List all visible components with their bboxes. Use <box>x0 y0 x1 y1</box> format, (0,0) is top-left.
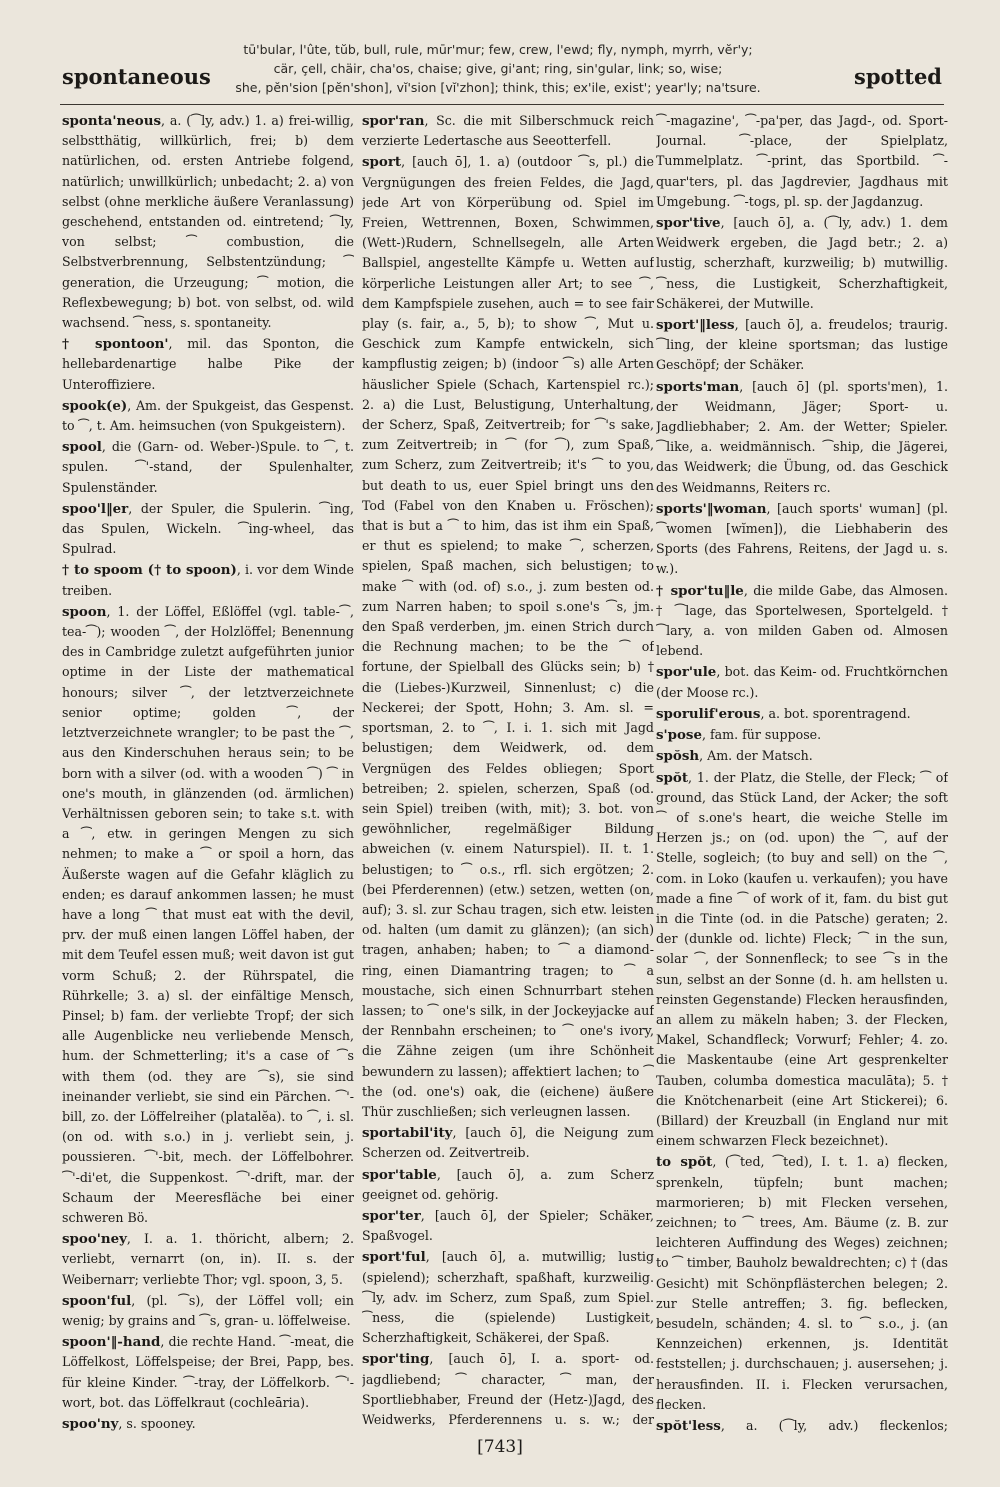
entry-headword: spor'ter <box>362 1207 421 1224</box>
dictionary-entry: spool, die (Garn- od. Weber-)Spule. to ⁀, t. spulen. ⁀'-stand, der Spulenhalter, Spulenständer. <box>62 439 354 495</box>
guide-word-left: spontaneous <box>62 64 211 89</box>
entry-definition: a. (⁀ly, adv.) fleckenlos; <box>745 1418 948 1433</box>
dictionary-entry <box>656 111 948 212</box>
dictionary-entry: sports'man, [auch ō] (pl. sports'men), 1. der Weidmann, Jäger; Sport- u. Jagdliebhaber; 2. Am. der Wetter; Spieler. ⁀like, a. weidmännisch. ⁀ship, die Jägerei, das Weidwerk; die Übung, od. das Geschick des Weidmanns, Reiters rc. <box>656 378 948 495</box>
entry-definition: bot. das Keim- od. Fruchtkörnchen (der Moose rc.). <box>656 664 948 700</box>
entry-definition: Am. der Matsch. <box>707 748 813 764</box>
dictionary-entry: spoo'ny, s. spooney. <box>62 1416 196 1432</box>
entry-definition: s. spooney. <box>126 1416 196 1431</box>
entry-headword: spor'ting <box>362 1351 430 1368</box>
entry-headword: sport <box>362 154 402 171</box>
entry-definition: i. vor dem Winde treiben. <box>62 562 354 598</box>
dictionary-entry: spor'tive, [auch ō], a. (⁀ly, adv.) 1. dem Weidwerk ergeben, die Jagd betr.; 2. a) lustig, scherzhaft, kurzweilig; b) mutwillig. ⁀ness, die Lustigkeit, Scherzhaftigkeit, Schäkerei, der Mutwille. <box>656 215 948 311</box>
entry-headword: spoo'l‖er <box>62 500 129 517</box>
dictionary-entry: spor'ter, [auch ō], der Spieler; Schäker, Spaßvogel. <box>362 1207 654 1244</box>
entry-headword: spŏt <box>656 769 689 786</box>
entry-headword: spŏsh <box>656 748 700 765</box>
entry-definition: der Spuler, die Spulerin. ⁀ing, das Spulen, Wickeln. ⁀ing-wheel, das Spulrad. <box>62 500 354 557</box>
dictionary-entry: sports'‖woman, [auch sports' wuman] (pl. ⁀women [wĭmen]), die Liebhaberin des Sports (des Fahrens, Reitens, der Jagd u. s. w.). <box>656 500 948 577</box>
entry-headword: sport'ful <box>362 1249 426 1266</box>
entry-definition: die rechte Hand. ⁀-meat, die Löffelkost, Löffelspeise; der Brei, Papp, bes. für kleine Kinder. ⁀-tray, der Löffelkorb. ⁀'-wort, bot. das Löffelkraut (cochleāria). <box>62 1334 354 1410</box>
entry-headword: s'pose <box>656 727 702 744</box>
entry-headword: spoon <box>62 603 107 620</box>
entry-definition: [auch ō], I. a. sport- od. jagdliebend; ⁀ character, ⁀ man, der Sportliebhaber, Freund der (Hetz-)Jagd, des Weidwerks, Pferderennens u. s. w.; der <box>362 1351 654 1427</box>
entry-definition: die milde Gabe, das Almosen. † ⁀lage, das Sportelwesen, Sportelgeld. † ⁀lary, a. von milden Gaben od. Almosen lebend. <box>656 582 948 659</box>
entry-definition: [auch ō], die Neigung zum Scherzen od. Zeitvertreib. <box>362 1125 654 1161</box>
pronunciation-key <box>228 40 768 97</box>
dictionary-entry: sporulif'erous, a. bot. sporentragend. <box>656 705 911 722</box>
dictionary-entry: † to spoom († to spoon), i. vor dem Winde treiben. <box>62 562 354 598</box>
entry-definition: ⁀-magazine', ⁀-pa'per, das Jagd-, od. Sport-Journal. ⁀-place, der Spielplatz, Tummelplatz. ⁀-print, das Sportbild. ⁀-quar'ters, pl. das Jagdrevier, Jagdhaus mit Umgebung. ⁀-togs, pl. sp. der Jagdanzug. <box>656 113 948 209</box>
entry-headword: spook(e) <box>62 397 128 414</box>
entry-definition: a. bot. sporentragend. <box>768 705 911 721</box>
dictionary-entry: spoon, 1. der Löffel, Eßlöffel (vgl. table-⁀, tea-⁀); wooden ⁀, der Holzlöffel; Benennung des in Cambridge zuletzt aufgeführten junior optime in der Liste der mathematical honours; silver ⁀, der letztverzeichnete senior optime; golden ⁀, der letztverzeichnete wrangler; to be past the ⁀, aus den Kinderschuhen heraus sein; to be born with a silver (od. with a wooden ⁀) ⁀ in one's mouth, in glänzenden (od. ärmlichen) Verhältnissen geboren sein; to take s.t. with a ⁀, etw. in geringen Mengen zu sich nehmen; to make a ⁀ or spoil a horn, das Äußerste wagen auf die Gefahr kläglich zu enden; es darauf ankommen lassen; he must have a long ⁀ that must eat with the devil, prv. der muß einen langen Löffel haben, der mit dem Teufel essen muß; weit davon ist gut vorm Schuß; 2. der Rührspatel, die Rührkelle; 3. a) sl. der einfältige Mensch, Pinsel; b) fam. der verliebte Tropf; der sich alle Augenblicke neu verliebende Mensch, hum. der Schmetterling; it's a case of ⁀s with them (od. they are ⁀s), sie sind ineinander verliebt, sie sind ein Pärchen. ⁀'-bill, zo. der Löffelreiher (platalĕa). to ⁀, i. sl. (on od. with s.o.) in j. verliebt sein, j. poussieren. ⁀'-bit, mech. der Löffelbohrer. ⁀'-di'et, die Suppenkost. ⁀'-drift, mar. der Schaum der Meeresfläche bei einer schweren Bö. <box>62 603 354 1225</box>
entry-headword: sports'man <box>656 378 740 395</box>
entry-definition: [auch sports' wuman] (pl. ⁀women [wĭmen]), die Liebhaberin des Sports (des Fahrens, Reitens, der Jagd u. s. w.). <box>656 500 948 577</box>
entry-headword: sponta'neous <box>62 113 161 129</box>
entry-headword: spoo'ney <box>62 1231 127 1248</box>
entry-definition: [auch ō], a. zum Scherz geeignet od. gehörig. <box>362 1166 654 1202</box>
entry-headword: to spŏt <box>656 1154 713 1171</box>
column-2 <box>362 111 654 1433</box>
dictionary-entry: spoon'‖-hand, die rechte Hand. ⁀-meat, die Löffelkost, Löffelspeise; der Brei, Papp, bes. für kleine Kinder. ⁀-tray, der Löffelkorb. ⁀'-wort, bot. das Löffelkraut (cochleāria). <box>62 1334 354 1410</box>
entry-headword: sports'‖woman <box>656 500 767 517</box>
entry-headword: spoo'ny <box>62 1416 119 1432</box>
dictionary-entry: to spŏt, (⁀ted, ⁀ted), I. t. 1. a) flecken, sprenkeln, tüpfeln; bunt machen; marmorieren; b) mit Flecken versehen, zeichnen; to ⁀ trees, Am. Bäume (z. B. zur leichteren Auffindung des Weges) zeichnen; to ⁀ timber, Bauholz bewaldrechten; c) † (das Gesicht) mit Schönpflästerchen belegen; 2. zur Stelle antreffen; 3. fig. beflecken, besudeln, schänden; 4. sl. to ⁀ s.o., j. (an Kennzeichen) erkennen, js. Identität feststellen; j. durchschauen; j. ausersehen; j. herausfinden. II. i. Flecken verursachen, flecken. <box>656 1154 948 1412</box>
dictionary-entry: spor'ran, Sc. die mit Silberschmuck reich verzierte Ledertasche aus Seeotterfell. <box>362 113 654 149</box>
dictionary-entry: † spontoon', mil. das Sponton, die hellebardenartige halbe Pike der Unteroffiziere. <box>62 336 354 392</box>
dictionary-entry: spoo'ney, I. a. 1. thöricht, albern; 2. verliebt, vernarrt (on, in). II. s. der Weibernarr; verliebte Thor; vgl. spoon, 3, 5. <box>62 1231 354 1287</box>
entry-headword: † spontoon' <box>62 336 169 353</box>
dictionary-entry: spŏsh, Am. der Matsch. <box>656 748 813 765</box>
entry-headword: † to spoom († to spoon) <box>62 562 237 579</box>
dictionary-entry: sport'ful, [auch ō], a. mutwillig; lustig (spielend); scherzhaft, spaßhaft, kurzweilig. ⁀ly, adv. im Scherz, zum Spaß, zum Spiel. ⁀ness, die (spielende) Lustigkeit, Scherzhaftigkeit, Schäkerei, der Spaß. <box>362 1249 654 1346</box>
entry-definition: 1. der Löffel, Eßlöffel (vgl. table-⁀, tea-⁀); wooden ⁀, der Holzlöffel; Benennung des in Cambridge zuletzt aufgeführten junior optime in der Liste der mathematical honours; silver ⁀, der letztverzeichnete senior optime; golden ⁀, der letztverzeichnete wrangler; to be past the ⁀, aus den Kinderschuhen heraus sein; to be born with a silver (od. with a wooden ⁀) ⁀ in one's mouth, in glänzenden (od. ärmlichen) Verhältnissen geboren sein; to take s.t. with a ⁀, etw. in geringen Mengen zu sich nehmen; to make a ⁀ or spoil a horn, das Äußerste wagen auf die Gefahr kläglich zu enden; es darauf ankommen lassen; he must have a long ⁀ that must eat with the devil, prv. der muß einen langen Löffel haben, der mit dem Teufel essen muß; weit davon ist gut vorm Schuß; 2. der Rührspatel, die Rührkelle; 3. a) sl. der einfältige Mensch, Pinsel; b) fam. der verliebte Tropf; der sich alle Augenblicke neu verliebende Mensch, hum. der Schmetterling; it's a case of ⁀s with them (od. they are ⁀s), sie sind ineinander verliebt, sie sind ein Pärchen. ⁀'-bill, zo. der Löffelreiher (platalĕa). to ⁀, i. sl. (on od. with s.o.) in j. verliebt sein, j. poussieren. ⁀'-bit, mech. der Löffelbohrer. ⁀'-di'et, die Suppenkost. ⁀'-drift, mar. der Schaum der Meeresfläche bei einer schweren Bö. <box>62 603 354 1225</box>
dictionary-entry: spor'ting, [auch ō], I. a. sport- od. jagdliebend; ⁀ character, ⁀ man, der Sportliebhaber, Freund der (Hetz-)Jagd, des Weidwerks, Pferderennens u. s. w.; der <box>362 1349 654 1433</box>
dictionary-entry: sponta'neous, a. (⁀ly, adv.) 1. a) frei-willig, selbstthätig, willkürlich, frei; b) dem natürlichen, od. ersten Antriebe folgend, natürlich; unwillkürlich; unbedacht; 2. a) von selbst (ohne merkliche äußere Veranlassung) geschehend, entstanden od. eintretend; ⁀ly, von selbst; ⁀ combustion, die Selbstverbrennung, Selbstentzündung; ⁀ generation, die Urzeugung; ⁀ motion, die Reflexbewegung; b) bot. von selbst, od. wild wachsend. ⁀ness, s. spontaneity. <box>62 113 354 331</box>
entry-headword: spor'ran <box>362 113 425 129</box>
entry-headword: spoon'ful <box>62 1292 132 1309</box>
dictionary-entry: sport'‖less, [auch ō], a. freudelos; traurig. ⁀ling, der kleine sportsman; das lustige Geschöpf; der Schäker. <box>656 317 948 373</box>
entry-definition: [auch ō], a. freudelos; traurig. ⁀ling, der kleine sportsman; das lustige Geschöpf; der Schäker. <box>656 317 948 373</box>
entry-definition: [auch ō], a. (⁀ly, adv.) 1. dem Weidwerk ergeben, die Jagd betr.; 2. a) lustig, scherzhaft, kurzweilig; b) mutwillig. ⁀ness, die Lustigkeit, Scherzhaftigkeit, Schäkerei, der Mutwille. <box>656 215 948 311</box>
entry-definition: die (Garn- od. Weber-)Spule. to ⁀, t. spulen. ⁀'-stand, der Spulenhalter, Spulenständer. <box>62 439 354 495</box>
dictionary-entry: spor'ule, bot. das Keim- od. Fruchtkörnchen (der Moose rc.). <box>656 664 948 700</box>
dictionary-entry: sport, [auch ō], 1. a) (outdoor ⁀s, pl.) die Vergnügungen des freien Feldes, die Jagd, jede Art von Körperübung od. Spiel im Freien, Wettrennen, Boxen, Schwimmen, (Wett-)Rudern, Schnellsegeln, alle Arten Ballspiel, angestellte Kämpfe u. Wetten auf körperliche Leistungen aller Art; to see ⁀, dem Kampfspiele zusehen, auch = to see fair play (s. fair, a., 5, b); to show ⁀, Mut u. Geschick zum Kampfe entwickeln, sich kampflustig zeigen; b) (indoor ⁀s) alle Arten häuslicher Spiele (Schach, Kartenspiel rc.); 2. a) die Lust, Belustigung, Unterhaltung, der Scherz, Spaß, Zeitvertreib; for ⁀'s sake, zum Zeitvertreib; in ⁀ (for ⁀), zum Spaß, zum Scherz, zum Zeitvertreib; it's ⁀ to you, but death to us, euer Spiel bringt uns den Tod (Fabel von den Knaben u. Fröschen); that is but a ⁀ to him, das ist ihm ein Spaß, er thut es spielend; to make ⁀, scherzen, spielen, Spaß machen, sich belustigen; to make ⁀ with (od. of) s.o., j. zum besten od. zum Narren haben; to spoil s.one's ⁀s, jm. den Spaß verderben, jm. einen Strich durch die Rechnung machen; to be the ⁀ of fortune, der Spielball des Glücks sein; b) † die (Liebes-)Kurzweil, Sinnenlust; c) die Neckerei; der Spott, Hohn; 3. Am. sl. = sportsman, 2. to ⁀, I. i. 1. sich mit Jagd belustigen; dem Weidwerk, od. dem Vergnügen des Feldes obliegen; Sport betreiben; 2. spielen, scherzen, Spaß (od. sein Spiel) treiben (with, mit); 3. bot. von gewöhnlicher, regelmäßiger Bildung abweichen (v. einem Naturspiel). II. t. 1. belustigen; to ⁀ o.s., rfl. sich ergötzen; 2. (bei Pferderennen) (etw.) setzen, wetten (on, auf); 3. sl. zur Schau tragen, sich etw. leisten od. halten (um damit zu glänzen); (an sich) tragen, anhaben; haben; to ⁀ a diamond-ring, einen Diamantring tragen; to ⁀ a moustache, sich einen Schnurrbart stehen lassen; to ⁀ one's silk, in der Jockeyjacke auf der Rennbahn erscheinen; to ⁀ one's ivory, die Zähne zeigen (um ihre Schönheit bewundern zu lassen); affektiert lachen; to ⁀ the (od. one's) oak, die (eichene) äußere Thür zuschließen; sich verleugnen lassen. <box>362 154 654 1119</box>
entry-headword: spŏt'less <box>656 1418 721 1433</box>
dictionary-entry: † spor'tu‖le, die milde Gabe, das Almosen. † ⁀lage, das Sportelwesen, Sportelgeld. † ⁀lary, a. von milden Gaben od. Almosen lebend. <box>656 582 948 659</box>
dictionary-entry: spoo'l‖er, der Spuler, die Spulerin. ⁀ing, das Spulen, Wickeln. ⁀ing-wheel, das Spulrad. <box>62 500 354 557</box>
entry-definition: [auch ō], a. mutwillig; lustig (spielend); scherzhaft, spaßhaft, kurzweilig. ⁀ly, adv. im Scherz, zum Spaß, zum Spiel. ⁀ness, die (spielende) Lustigkeit, Scherzhaftigkeit, Schäkerei, der Spaß. <box>362 1249 654 1346</box>
entry-definition: [auch ō], 1. a) (outdoor ⁀s, pl.) die Vergnügungen des freien Feldes, die Jagd, jede Art von Körperübung od. Spiel im Freien, Wettrennen, Boxen, Schwimmen, (Wett-)Rudern, Schnellsegeln, alle Arten Ballspiel, angestellte Kämpfe u. Wetten auf körperliche Leistungen aller Art; to see ⁀, dem Kampfspiele zusehen, auch = to see fair play (s. fair, a., 5, b); to show ⁀, Mut u. Geschick zum Kampfe entwickeln, sich kampflustig zeigen; b) (indoor ⁀s) alle Arten häuslicher Spiele (Schach, Kartenspiel rc.); 2. a) die Lust, Belustigung, Unterhaltung, der Scherz, Spaß, Zeitvertreib; for ⁀'s sake, zum Zeitvertreib; in ⁀ (for ⁀), zum Spaß, zum Scherz, zum Zeitvertreib; it's ⁀ to you, but death to us, euer Spiel bringt uns den Tod (Fabel von den Knaben u. Fröschen); that is but a ⁀ to him, das ist ihm ein Spaß, er thut es spielend; to make ⁀, scherzen, spielen, Spaß machen, sich belustigen; to make ⁀ with (od. of) s.o., j. zum besten od. zum Narren haben; to spoil s.one's ⁀s, jm. den Spaß verderben, jm. einen Strich durch die Rechnung machen; to be the ⁀ of fortune, der Spielball des Glücks sein; b) † die (Liebes-)Kurzweil, Sinnenlust; c) die Neckerei; der Spott, Hohn; 3. Am. sl. = sportsman, 2. to ⁀, I. i. 1. sich mit Jagd belustigen; dem Weidwerk, od. dem Vergnügen des Feldes obliegen; Sport betreiben; 2. spielen, scherzen, Spaß (od. sein Spiel) treiben (with, mit); 3. bot. von gewöhnlicher, regelmäßiger Bildung abweichen (v. einem Naturspiel). II. t. 1. belustigen; to ⁀ o.s., rfl. sich ergötzen; 2. (bei Pferderennen) (etw.) setzen, wetten (on, auf); 3. sl. zur Schau tragen, sich etw. leisten od. halten (um damit zu glänzen); (an sich) tragen, anhaben; haben; to ⁀ a diamond-ring, einen Diamantring tragen; to ⁀ a moustache, sich einen Schnurrbart stehen lassen; to ⁀ one's silk, in der Jockeyjacke auf der Rennbahn erscheinen; to ⁀ one's ivory, die Zähne zeigen (um ihre Schönheit bewundern zu lassen); affektiert lachen; to ⁀ the (od. one's) oak, die (eichene) äußere Thür zuschließen; sich verleugnen lassen. <box>362 154 654 1119</box>
entry-headword: spor'tive <box>656 215 721 232</box>
header-rule <box>60 104 944 105</box>
dictionary-entry: s'pose, fam. für suppose. <box>656 727 822 744</box>
guide-word-right: spotted <box>854 64 942 89</box>
pronunciation-line: she, pĕn'sion [pĕn'shon], vĭ'sion [vĭ'zhon]; think, this; ex'ile, exist'; year'ly; na'tsure. <box>235 80 761 95</box>
entry-headword: † spor'tu‖le <box>656 582 744 599</box>
entry-headword: spool <box>62 439 102 456</box>
pronunciation-line: tū'bular, l'ûte, tŭb, bull, rule, mūr'mur; few, crew, l'ewd; fly, nymph, myrrh, vĕr'y; <box>243 42 753 57</box>
dictionary-entry: spor'table, [auch ō], a. zum Scherz geeignet od. gehörig. <box>362 1166 654 1202</box>
entry-headword: sport'‖less <box>656 317 735 334</box>
dictionary-entry: spook(e), Am. der Spukgeist, das Gespenst. to ⁀, t. Am. heimsuchen (von Spukgeistern). <box>62 397 354 434</box>
pronunciation-line: cär, çell, chäir, cha'os, chaise; give, gi'ant; ring, sin'gular, link; so, wise; <box>273 61 723 76</box>
entry-definition: (pl. ⁀s), der Löffel voll; ein wenig; by grains and ⁀s, gran- u. löffelweise. <box>62 1292 354 1328</box>
entry-definition: (⁀ted, ⁀ted), I. t. 1. a) flecken, sprenkeln, tüpfeln; bunt machen; marmorieren; b) mit Flecken versehen, zeichnen; to ⁀ trees, Am. Bäume (z. B. zur leichteren Auffindung des Weges) zeichnen; to ⁀ timber, Bauholz bewaldrechten; c) † (das Gesicht) mit Schönpflästerchen belegen; 2. zur Stelle antreffen; 3. fig. beflecken, besudeln, schänden; 4. sl. to ⁀ s.o., j. (an Kennzeichen) erkennen, js. Identität feststellen; j. durchschauen; j. ausersehen; j. herausfinden. II. i. Flecken verursachen, flecken. <box>656 1154 948 1412</box>
page-number: [743] <box>477 1437 523 1457</box>
entry-definition: Sc. die mit Silberschmuck reich verzierte Ledertasche aus Seeotterfell. <box>362 113 654 149</box>
entry-definition: fam. für suppose. <box>710 727 822 743</box>
entry-definition: 1. der Platz, die Stelle, der Fleck; ⁀ of ground, das Stück Land, der Acker; the soft ⁀ of s.one's heart, die weiche Stelle im Herzen js.; on (od. upon) the ⁀, auf der Stelle, sogleich; (to buy and sell) on the ⁀, com. in Loko (kaufen u. verkaufen); you have made a fine ⁀ of work of it, fam. du bist gut in die Tinte (od. in die Patsche) geraten; 2. der (dunkle od. lichte) Fleck; ⁀ in the sun, solar ⁀, der Sonnenfleck; to see ⁀s in the sun, selbst an der Sonne (d. h. am hellsten u. reinsten Gegenstande) Flecken herausfinden, an allem zu mäkeln haben; 3. der Flecken, Makel, Schandfleck; Vorwurf; Fehler; 4. zo. die Maskentaube (eine Art gesprenkelter Tauben, columba domestica maculāta); 5. † die Knötchenarbeit (eine Art Stickerei); 6. (Billard) der Kreuzball (in England nur mit einem schwarzen Fleck bezeichnet). <box>656 769 948 1149</box>
dictionary-entry: spŏt, 1. der Platz, die Stelle, der Fleck; ⁀ of ground, das Stück Land, der Acker; the soft ⁀ of s.one's heart, die weiche Stelle im Herzen js.; on (od. upon) the ⁀, auf der Stelle, sogleich; (to buy and sell) on the ⁀, com. in Loko (kaufen u. verkaufen); you have made a fine ⁀ of work of it, fam. du bist gut in die Tinte (od. in die Patsche) geraten; 2. der (dunkle od. lichte) Fleck; ⁀ in the sun, solar ⁀, der Sonnenfleck; to see ⁀s in the sun, selbst an der Sonne (d. h. am hellsten u. reinsten Gegenstande) Flecken herausfinden, an allem zu mäkeln haben; 3. der Flecken, Makel, Schandfleck; Vorwurf; Fehler; 4. zo. die Maskentaube (eine Art gesprenkelter Tauben, columba domestica maculāta); 5. † die Knötchenarbeit (eine Art Stickerei); 6. (Billard) der Kreuzball (in England nur mit einem schwarzen Fleck bezeichnet). <box>656 769 948 1149</box>
entry-definition: [auch ō], der Spieler; Schäker, Spaßvogel. <box>362 1207 654 1244</box>
dictionary-entry: spoon'ful, (pl. ⁀s), der Löffel voll; ein wenig; by grains and ⁀s, gran- u. löffelweise. <box>62 1292 354 1328</box>
entry-headword: spor'table <box>362 1166 437 1183</box>
entry-definition: a. (⁀ly, adv.) 1. a) frei-willig, selbstthätig, willkürlich, frei; b) dem natürlichen, od. ersten Antriebe folgend, natürlich; unwillkürlich; unbedacht; 2. a) von selbst (ohne merkliche äußere Veranlassung) geschehend, entstanden od. eintretend; ⁀ly, von selbst; ⁀ combustion, die Selbstverbrennung, Selbstentzündung; ⁀ generation, die Urzeugung; ⁀ motion, die Reflexbewegung; b) bot. von selbst, od. wild wachsend. ⁀ness, s. spontaneity. <box>62 113 354 331</box>
entry-definition: I. a. 1. thöricht, albern; 2. verliebt, vernarrt (on, in). II. s. der Weibernarr; verliebte Thor; vgl. spoon, 3, 5. <box>62 1231 354 1287</box>
entry-headword: sportabil'ity <box>362 1125 453 1142</box>
dictionary-entry: spŏt'less, a. (⁀ly, adv.) fleckenlos; <box>656 1416 948 1433</box>
column-3 <box>656 111 948 1433</box>
entry-headword: spor'ule <box>656 664 717 681</box>
entry-definition: [auch ō] (pl. sports'men), 1. der Weidmann, Jäger; Sport- u. Jagdliebhaber; 2. Am. der Wetter; Spieler. ⁀like, a. weidmännisch. ⁀ship, die Jägerei, das Weidwerk; die Übung, od. das Geschick des Weidmanns, Reiters rc. <box>656 378 948 495</box>
entry-definition: mil. das Sponton, die hellebardenartige halbe Pike der Unteroffiziere. <box>62 336 354 392</box>
column-1 <box>62 111 354 1433</box>
entry-definition: Am. der Spukgeist, das Gespenst. to ⁀, t. Am. heimsuchen (von Spukgeistern). <box>62 397 354 434</box>
entry-headword: spoon'‖-hand <box>62 1334 161 1351</box>
entry-headword: sporulif'erous <box>656 705 761 722</box>
dictionary-entry: sportabil'ity, [auch ō], die Neigung zum Scherzen od. Zeitvertreib. <box>362 1125 654 1161</box>
